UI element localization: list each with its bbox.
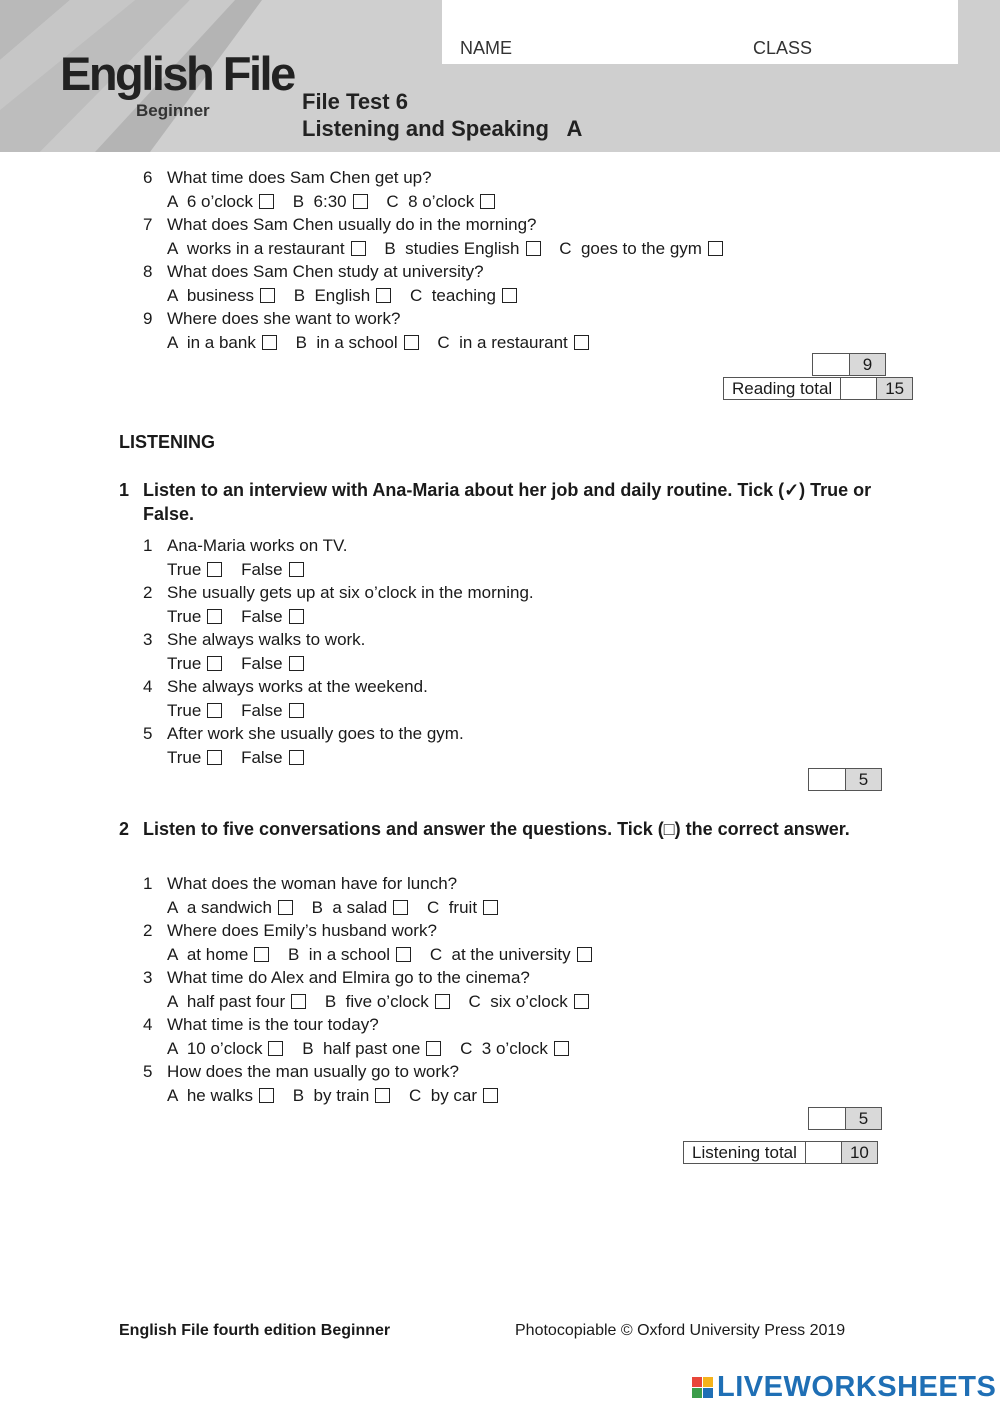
checkbox[interactable] (574, 994, 589, 1009)
item-number: 1 (143, 874, 153, 893)
item-text: She usually gets up at six o’clock in the morning. (167, 583, 534, 602)
question-number: 9 (143, 309, 153, 328)
exercise-number: 1 (119, 480, 130, 500)
item-number: 4 (143, 1015, 153, 1034)
logo-title: English File (60, 47, 294, 100)
false-option: False (241, 701, 304, 721)
checkbox[interactable] (483, 1088, 498, 1103)
checkbox[interactable] (351, 241, 366, 256)
score-input[interactable] (809, 769, 845, 790)
listening-total-box (683, 1141, 878, 1164)
checkbox[interactable] (259, 1088, 274, 1103)
name-label: NAME (460, 38, 513, 58)
checkbox[interactable] (268, 1041, 283, 1056)
checkbox[interactable] (353, 194, 368, 209)
option-c: C by car (409, 1086, 498, 1106)
false-option: False (241, 560, 304, 580)
false-option: False (241, 607, 304, 627)
checkbox[interactable] (502, 288, 517, 303)
option-a: A in a bank (167, 333, 277, 353)
score-max: 9 (849, 354, 885, 375)
checkbox[interactable] (207, 703, 222, 718)
true-option: True (167, 607, 222, 627)
item-number: 1 (143, 536, 153, 555)
listening-heading: LISTENING (119, 432, 216, 452)
checkbox[interactable] (260, 288, 275, 303)
checkbox[interactable] (278, 900, 293, 915)
test-subtitle: Listening and Speaking A (302, 116, 583, 141)
true-option: True (167, 654, 222, 674)
total-max: 15 (876, 378, 912, 399)
name-class-box (442, 0, 958, 64)
item-text: What time is the tour today? (167, 1015, 379, 1034)
checkbox[interactable] (289, 703, 304, 718)
reading-score-box (812, 353, 886, 376)
option-c: C goes to the gym (559, 239, 723, 259)
item-number: 2 (143, 583, 153, 602)
true-option: True (167, 748, 222, 768)
checkbox[interactable] (262, 335, 277, 350)
option-a: A business (167, 286, 275, 306)
option-b: B in a school (288, 945, 411, 965)
question-number: 8 (143, 262, 153, 281)
question-text: Where does she want to work? (167, 309, 401, 328)
item-text: She always works at the weekend. (167, 677, 428, 696)
item-text: What does the woman have for lunch? (167, 874, 458, 893)
checkbox[interactable] (554, 1041, 569, 1056)
checkbox[interactable] (289, 609, 304, 624)
checkbox[interactable] (207, 656, 222, 671)
option-a: A he walks (167, 1086, 274, 1106)
footer-copyright: Photocopiable © Oxford University Press 2019 (515, 1322, 846, 1339)
liveworksheets-logo-icon (692, 1377, 713, 1398)
checkbox[interactable] (207, 750, 222, 765)
item-text: How does the man usually go to work? (167, 1062, 459, 1081)
item-text: After work she usually goes to the gym. (167, 724, 464, 743)
item-number: 4 (143, 677, 153, 696)
exercise-2-score-box (808, 1107, 882, 1130)
option-c: C in a restaurant (437, 333, 588, 353)
false-option: False (241, 654, 304, 674)
checkbox[interactable] (480, 194, 495, 209)
liveworksheets-brand (692, 1371, 996, 1404)
footer-edition: English File fourth edition Beginner (119, 1322, 391, 1339)
checkbox[interactable] (708, 241, 723, 256)
score-max: 5 (845, 769, 881, 790)
exercise-1-score-box (808, 768, 882, 791)
checkbox[interactable] (393, 900, 408, 915)
checkbox[interactable] (526, 241, 541, 256)
total-max: 10 (841, 1142, 877, 1163)
checkbox[interactable] (375, 1088, 390, 1103)
checkbox[interactable] (404, 335, 419, 350)
score-input[interactable] (809, 1108, 845, 1129)
option-c: C teaching (410, 286, 517, 306)
checkbox[interactable] (289, 750, 304, 765)
checkbox[interactable] (291, 994, 306, 1009)
checkbox[interactable] (435, 994, 450, 1009)
checkbox[interactable] (426, 1041, 441, 1056)
question-number: 7 (143, 215, 153, 234)
question-text: What time does Sam Chen get up? (167, 168, 432, 187)
option-a: A a sandwich (167, 898, 293, 918)
option-c: C fruit (427, 898, 498, 918)
option-c: C six o’clock (469, 992, 589, 1012)
checkbox[interactable] (254, 947, 269, 962)
checkbox[interactable] (376, 288, 391, 303)
option-c: C at the university (430, 945, 592, 965)
checkbox[interactable] (577, 947, 592, 962)
score-max: 5 (845, 1108, 881, 1129)
exercise-number: 2 (119, 819, 130, 839)
checkbox[interactable] (289, 656, 304, 671)
option-b: B in a school (296, 333, 419, 353)
option-c: C 8 o’clock (386, 192, 495, 212)
total-input[interactable] (840, 378, 876, 399)
liveworksheets-wordmark: LIVEWORKSHEETS (717, 1371, 997, 1403)
logo-subtitle: Beginner (136, 101, 210, 120)
option-a: A 10 o’clock (167, 1039, 283, 1059)
item-number: 2 (143, 921, 153, 940)
item-number: 3 (143, 630, 153, 649)
header-banner (0, 0, 1000, 152)
checkbox[interactable] (483, 900, 498, 915)
option-b: B five o’clock (325, 992, 450, 1012)
instruction-text: Listen to an interview with Ana-Maria about her job and daily routine. Tick (✓) True or False. (143, 480, 872, 524)
item-number: 3 (143, 968, 153, 987)
question-text: What does Sam Chen study at university? (167, 262, 484, 281)
item-text: Where does Emily’s husband work? (167, 921, 437, 940)
question-number: 6 (143, 168, 153, 187)
option-b: B half past one (302, 1039, 441, 1059)
item-text: Ana-Maria works on TV. (167, 536, 348, 555)
score-input[interactable] (813, 354, 849, 375)
option-a: A works in a restaurant (167, 239, 366, 259)
checkbox[interactable] (259, 194, 274, 209)
false-option: False (241, 748, 304, 768)
test-title: File Test 6 (302, 89, 408, 114)
checkbox[interactable] (574, 335, 589, 350)
checkbox[interactable] (396, 947, 411, 962)
true-option: True (167, 560, 222, 580)
question-text: What does Sam Chen usually do in the morning? (167, 215, 537, 234)
item-number: 5 (143, 1062, 153, 1081)
item-number: 5 (143, 724, 153, 743)
item-text: What time do Alex and Elmira go to the cinema? (167, 968, 530, 987)
total-input[interactable] (805, 1142, 841, 1163)
listening-total-label: Listening total (684, 1142, 805, 1163)
checkbox[interactable] (289, 562, 304, 577)
checkbox[interactable] (207, 609, 222, 624)
class-label: CLASS (753, 38, 813, 58)
option-b: B 6:30 (293, 192, 368, 212)
reading-total-box (723, 377, 913, 400)
option-b: B by train (293, 1086, 391, 1106)
option-c: C 3 o’clock (460, 1039, 569, 1059)
checkbox[interactable] (207, 562, 222, 577)
option-b: B a salad (312, 898, 409, 918)
option-b: B English (294, 286, 392, 306)
option-a: A at home (167, 945, 269, 965)
item-text: She always walks to work. (167, 630, 366, 649)
instruction-text: Listen to five conversations and answer the questions. Tick (□) the correct answer. (143, 819, 850, 839)
true-option: True (167, 701, 222, 721)
option-a: A 6 o’clock (167, 192, 274, 212)
option-a: A half past four (167, 992, 306, 1012)
reading-total-label: Reading total (724, 378, 840, 399)
option-b: B studies English (384, 239, 540, 259)
